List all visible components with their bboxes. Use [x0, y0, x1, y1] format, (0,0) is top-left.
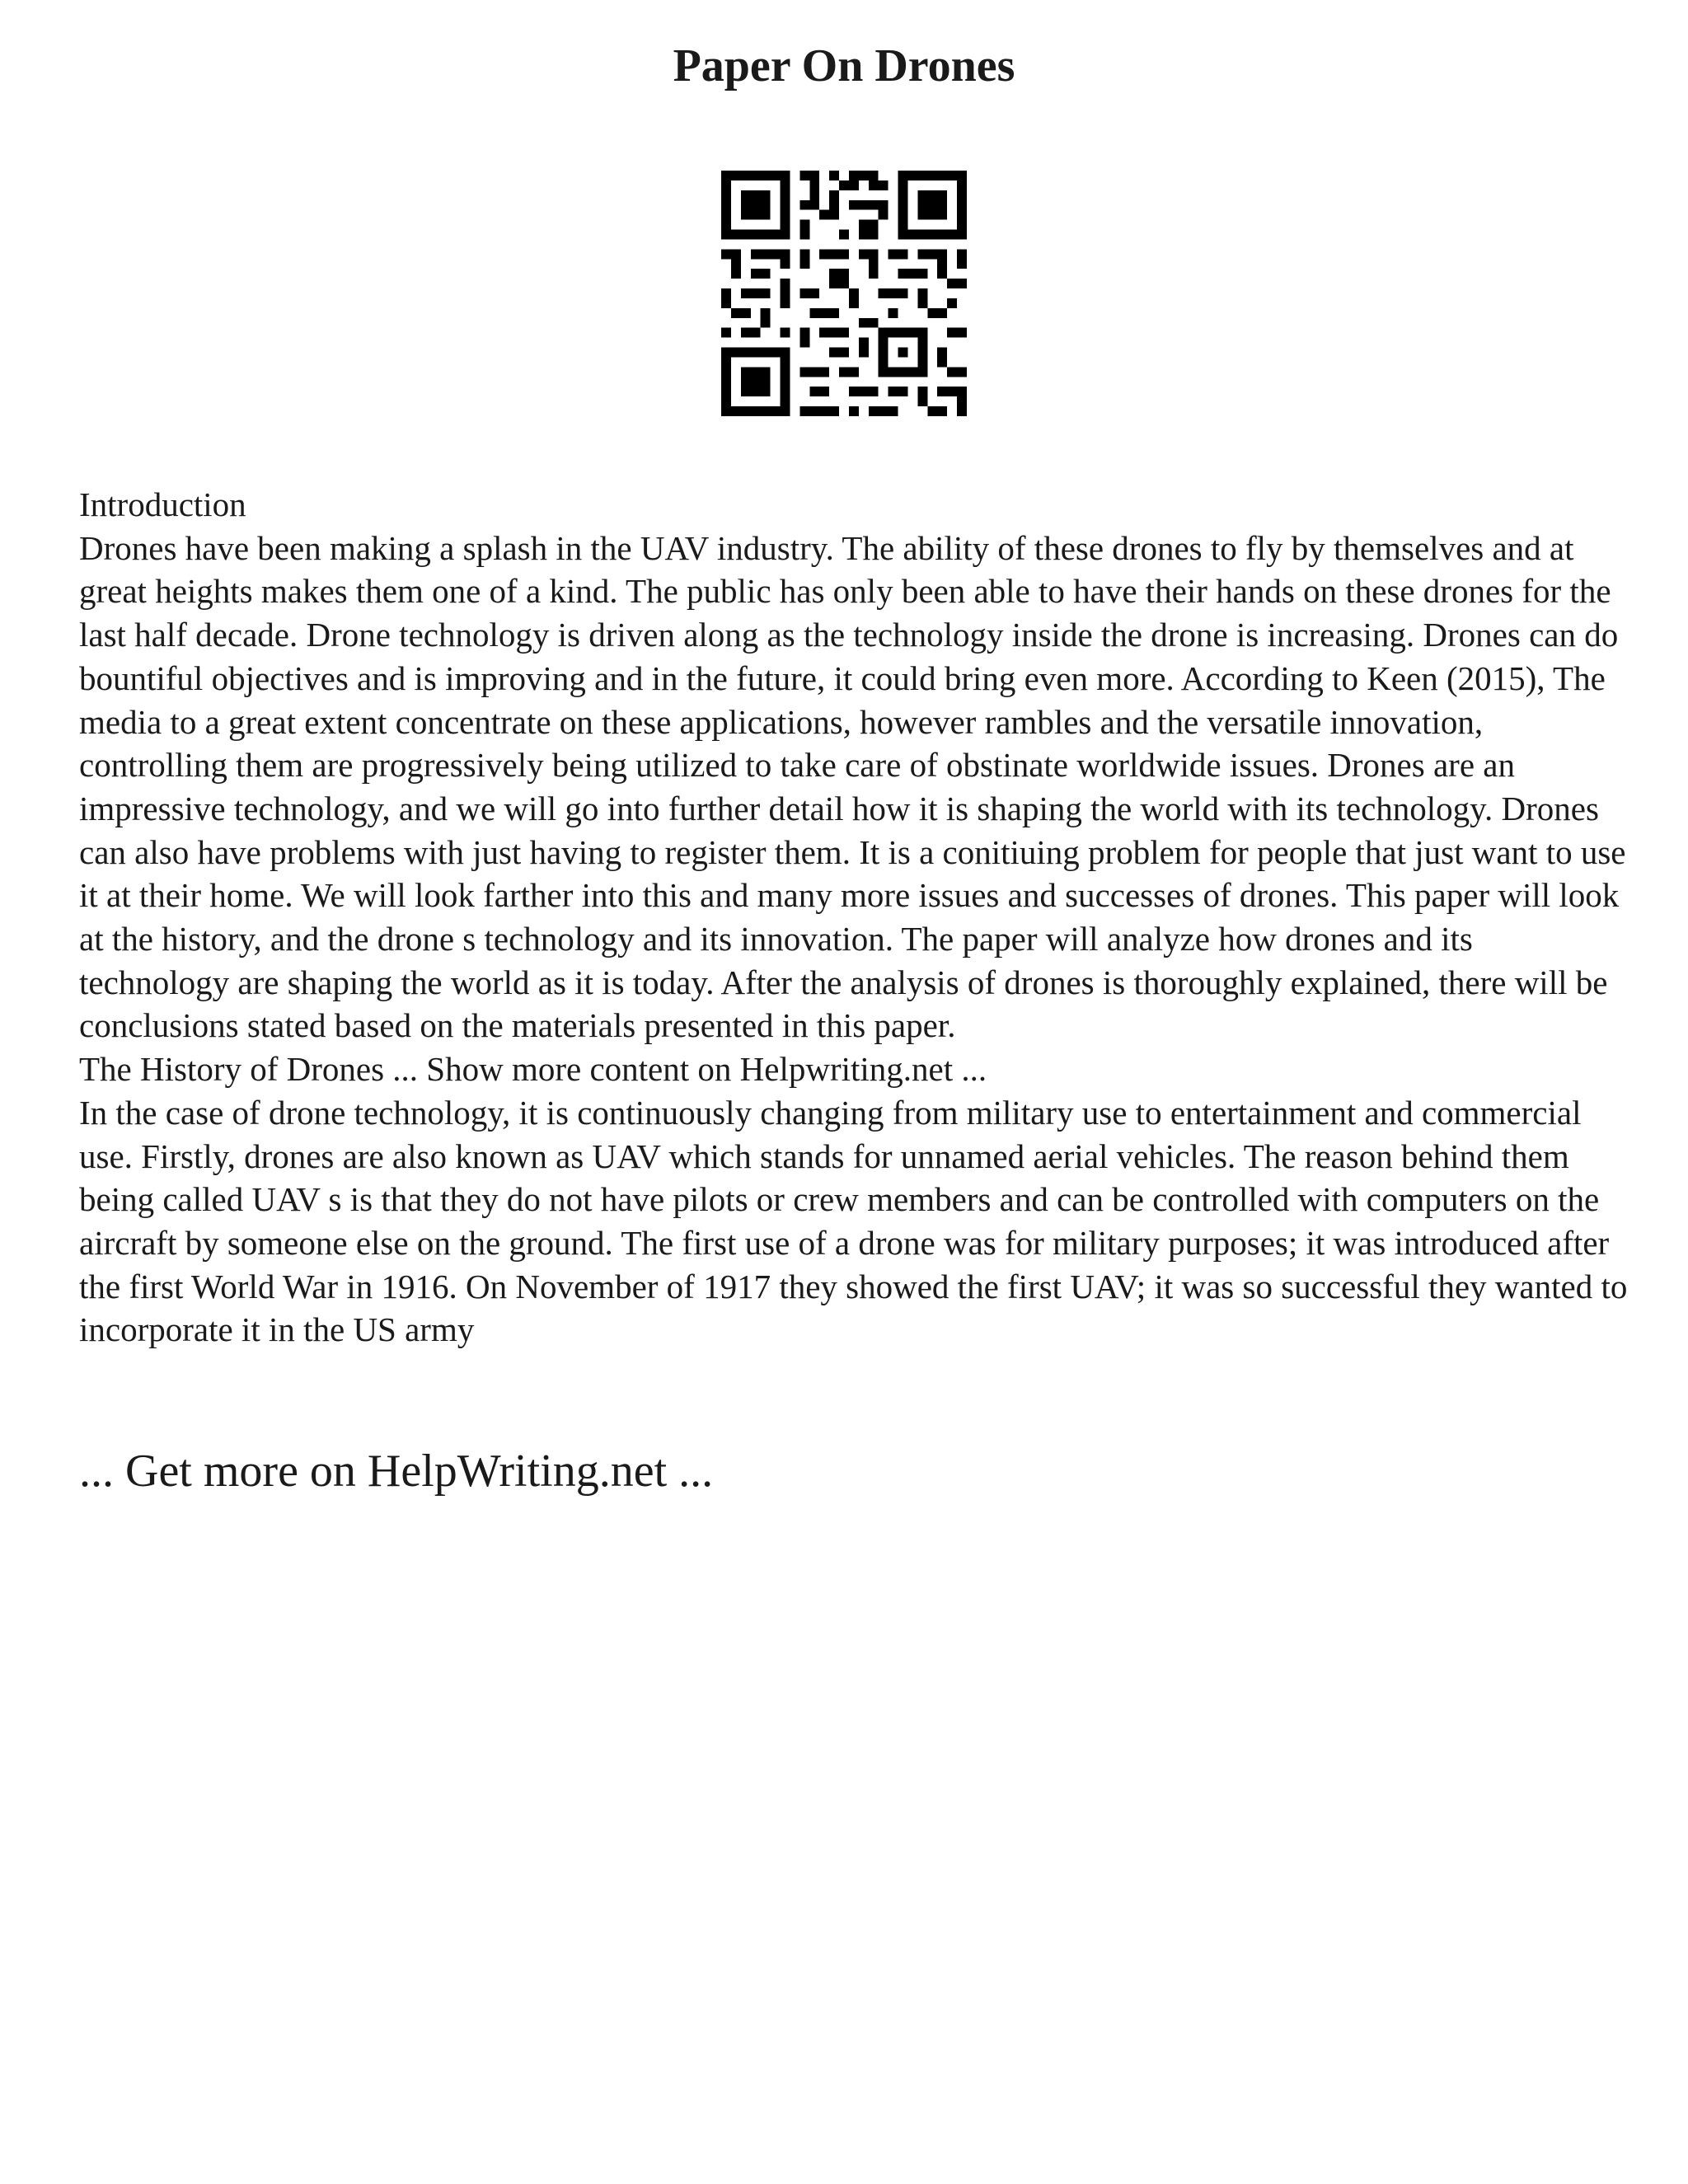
- history-teaser-link[interactable]: The History of Drones ... Show more content on Helpwriting.net ...: [79, 1050, 987, 1089]
- document-body: [79, 483, 1629, 1352]
- section-heading-introduction: Introduction: [79, 485, 246, 523]
- introduction-paragraph: Drones have been making a splash in the UAV industry. The ability of these drones to fly by themselves and at great heights makes them one of a kind. The public has only been able to have their hands on these drones for the last half decade. Drone technology is driven along as the technology inside the drone is increasing. Drones can do bountiful objectives and is improving and in the future, it could bring even more. According to Keen (2015), The media to a great extent concentrate on these applications, however rambles and the versatile innovation, controlling them are progressively being utilized to take care of obstinate worldwide issues. Drones are an impressive technology, and we will go into further detail how it is shaping the world with its technology. Drones can also have problems with just having to register them. It is a conitiuing problem for people that just want to use it at their home. We will look farther into this and many more issues and successes of drones. This paper will look at the history, and the drone s technology and its innovation. The paper will analyze how drones and its technology are shaping the world as it is today. After the analysis of drones is thoroughly explained, there will be conclusions stated based on the materials presented in this paper.: [79, 528, 1626, 1045]
- technology-paragraph: In the case of drone technology, it is continuously changing from military use to entertainment and commercial use. Firstly, drones are also known as UAV which stands for unnamed aerial vehicles. The reason behind them being called UAV s is that they do not have pilots or crew members and can be controlled with computers on the aircraft by someone else on the ground. The first use of a drone was for military purposes; it was introduced after the first World War in 1916. On November of 1917 they showed the first UAV; it was so successful they wanted to incorporate it in the US army: [79, 1093, 1628, 1349]
- qr-code-icon: [721, 171, 967, 416]
- get-more-link[interactable]: ... Get more on HelpWriting.net ...: [79, 1446, 714, 1497]
- page-title: Paper On Drones: [673, 40, 1015, 91]
